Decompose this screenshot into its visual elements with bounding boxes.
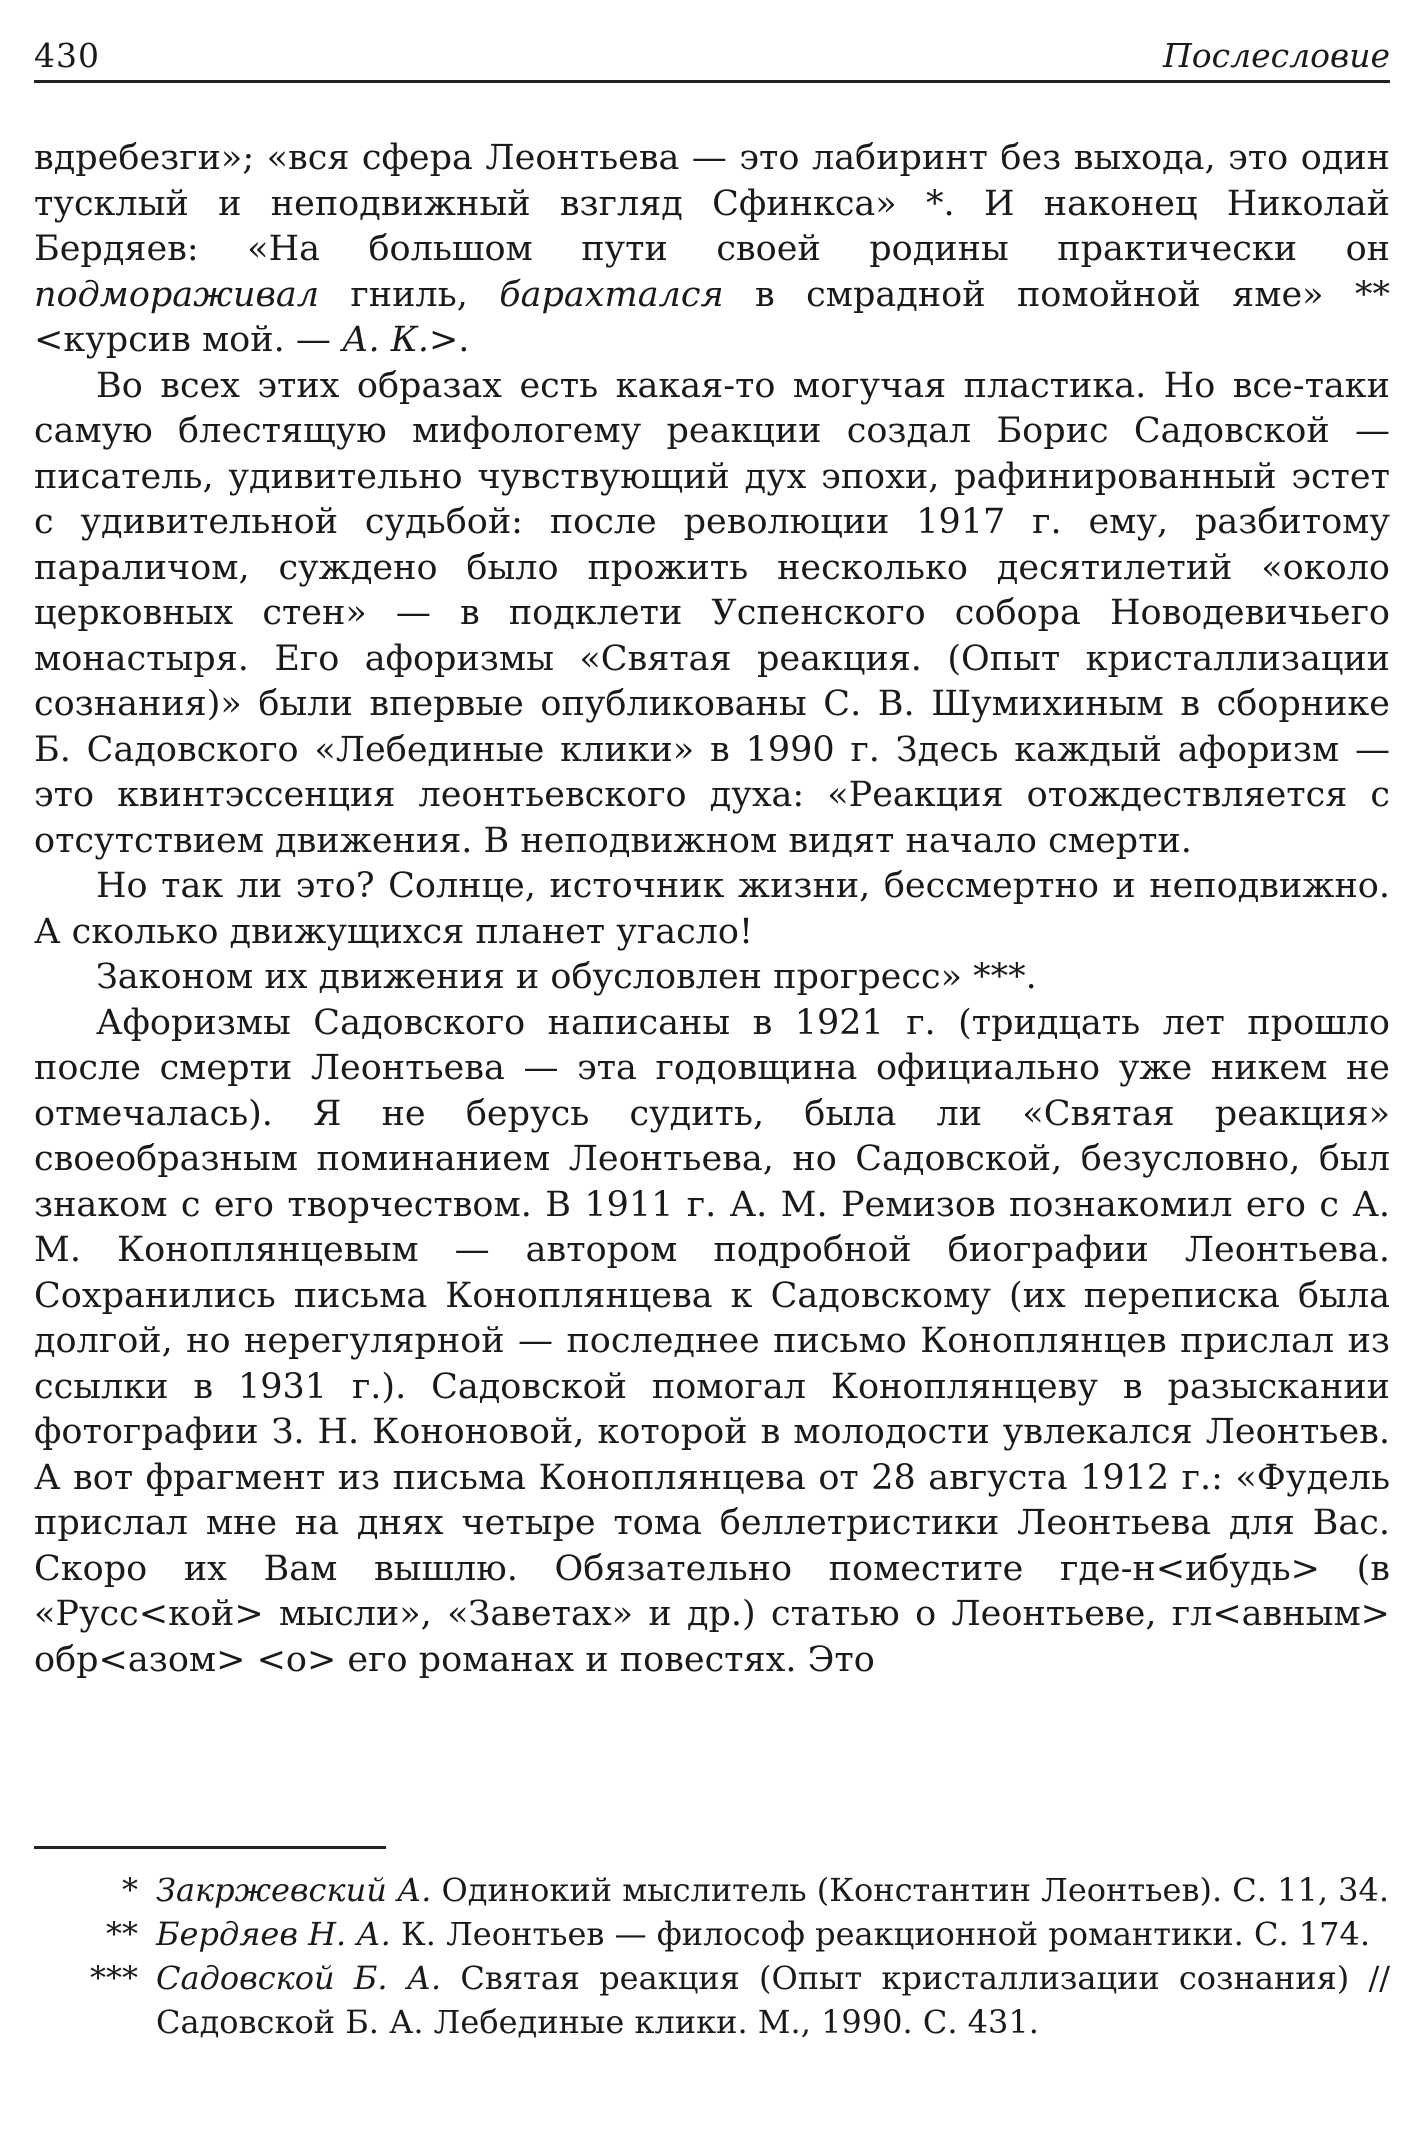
italic-word: барахтался xyxy=(499,274,724,315)
footnote-mark: * xyxy=(122,1871,138,1909)
footnote-separator xyxy=(34,1846,386,1849)
running-head: Послесловие xyxy=(1162,36,1390,75)
text-segment: в смрадной помойной яме» ** <курсив мой. — xyxy=(34,274,1390,360)
footnote xyxy=(34,1868,1390,1912)
paragraph-continued xyxy=(34,136,1390,364)
text-segment: >. xyxy=(428,320,470,360)
footnote-text: Святая реакция (Опыт кристаллизации сознания) // Садовской Б. А. Лебединые клики. М., 1990. С. 431. xyxy=(156,1959,1391,2041)
footnote-author: Садовской Б. А. xyxy=(156,1959,442,1997)
footnote-text: Одинокий мыслитель (Константин Леонтьев). С. 11, 34. xyxy=(431,1871,1390,1909)
footnotes xyxy=(34,1868,1390,2044)
italic-word: подмораживал xyxy=(34,274,320,315)
text-segment: гниль, xyxy=(319,274,500,315)
footnote-text: К. Леонтьев — философ реакционной романтики. С. 174. xyxy=(390,1915,1371,1953)
paragraph: Но так ли это? Солнце, источник жизни, бессмертно и неподвижно. А сколько движущихся планет угасло! xyxy=(34,866,1390,952)
footnote-body xyxy=(156,1912,1390,1956)
footnote-mark: ** xyxy=(106,1915,138,1953)
footnote xyxy=(34,1956,1390,2044)
italic-initials: А. К. xyxy=(341,320,429,360)
paragraph: Во всех этих образах есть какая-то могучая пластика. Но все-таки самую блестящую мифологему реакции создал Борис Садовской — писатель, удивительно чувствующий дух эпохи, рафинированный эстет с удивительной судьбой: после революции 1917 г. ему, разбитому параличом, суждено было прожить несколько десятилетий «около церковных стен» — в подклети Успенского собора Новодевичьего монастыря. Его афоризмы «Святая реакция. (Опыт кристаллизации сознания)» были впервые опубликованы С. В. Шумихиным в сборнике Б. Садовского «Лебединые клики» в 1990 г. Здесь каждый афоризм — это квинтэссенция леонтьевского духа: «Реакция отождествляется с отсутствием движения. В неподвижном видят начало смерти. xyxy=(34,365,1390,861)
footnote-body xyxy=(156,1868,1390,1912)
page-number: 430 xyxy=(34,36,100,75)
footnote-body xyxy=(156,1956,1390,2044)
text-segment: вдребезги»; «вся сфера Леонтьева — это лабиринт без выхода, это один тусклый и неподвижный взгляд Сфинкса» *. И наконец Николай Бердяев: «На большом пути своей родины практически он xyxy=(34,138,1390,269)
main-text xyxy=(34,136,1390,1683)
paragraph: Законом их движения и обусловлен прогресс» ***. xyxy=(96,957,1037,997)
footnote-mark: *** xyxy=(90,1959,138,1997)
footnote xyxy=(34,1912,1390,1956)
footnote-author: Бердяев Н. А. xyxy=(156,1915,391,1953)
footnote-author: Закржевский А. xyxy=(156,1871,432,1909)
page-header xyxy=(34,32,1390,83)
paragraph: Афоризмы Садовского написаны в 1921 г. (тридцать лет прошло после смерти Леонтьева — эта годовщина официально уже никем не отмечалась). Я не берусь судить, была ли «Святая реакция» своеобразным поминанием Леонтьева, но Садовской, безусловно, был знаком с его творчеством. В 1911 г. А. М. Ремизов познакомил его с А. М. Коноплянцевым — автором подробной биографии Леонтьева. Сохранились письма Коноплянцева к Садовскому (их переписка была долгой, но нерегулярной — последнее письмо Коноплянцев прислал из ссылки в 1931 г.). Садовской помогал Коноплянцеву в разыскании фотографии З. Н. Кононовой, которой в молодости увлекался Леонтьев. А вот фрагмент из письма Коноплянцева от 28 августа 1912 г.: «Фудель прислал мне на днях четыре тома беллетристики Леонтьева для Вас. Скоро их Вам вышлю. Обязательно поместите где-н<ибудь> (в «Русс<кой> мысли», «Заветах» и др.) статью о Леонтьеве, гл<авным> обр<азом> <о> его романах и повестях. Это xyxy=(34,1002,1390,1680)
